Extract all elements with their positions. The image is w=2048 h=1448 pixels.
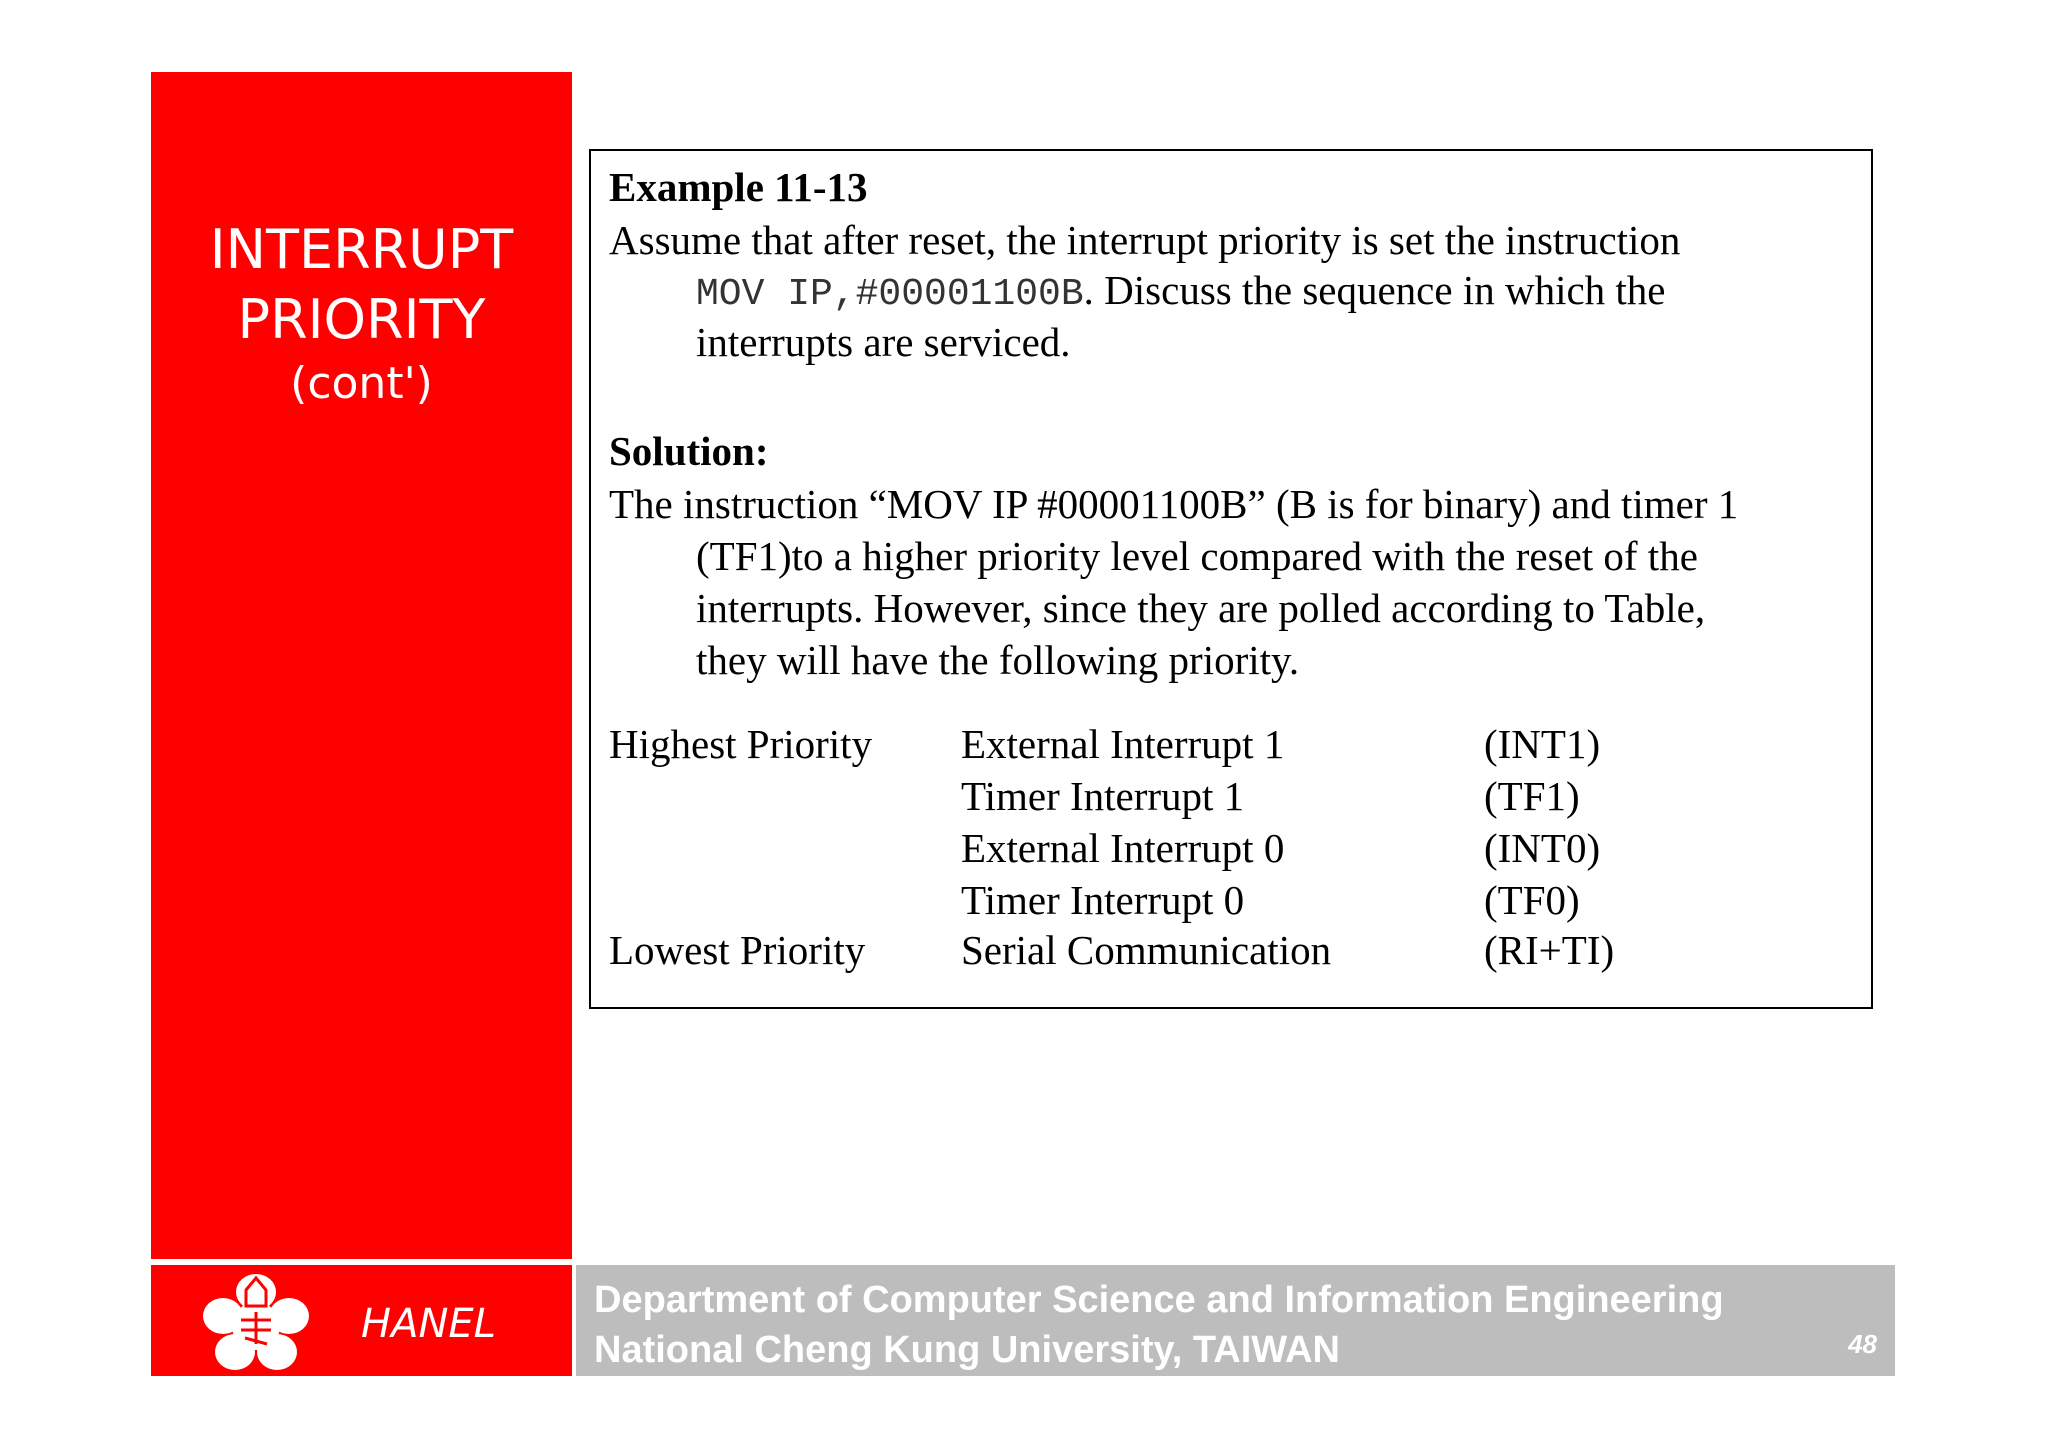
solution-line-1: The instruction “MOV IP #00001100B” (B is for binary) and timer 1 bbox=[609, 481, 1739, 527]
interrupt-source: Serial Communication bbox=[961, 927, 1332, 973]
example-line-2 bbox=[696, 264, 1666, 321]
code-snippet: MOV IP,#00001100B bbox=[696, 273, 1084, 316]
example-line-2-text: . Discuss the sequence in which the bbox=[1083, 267, 1666, 313]
slide-section-title bbox=[151, 215, 572, 413]
solution-line-4: they will have the following priority. bbox=[696, 637, 1300, 683]
interrupt-flag: (RI+TI) bbox=[1484, 927, 1615, 973]
section-title-line2: PRIORITY bbox=[237, 288, 486, 351]
interrupt-source: External Interrupt 0 bbox=[961, 825, 1285, 871]
interrupt-flag: (TF0) bbox=[1484, 877, 1580, 923]
interrupt-source: Timer Interrupt 0 bbox=[961, 877, 1245, 923]
footer-info-bar bbox=[576, 1265, 1895, 1376]
example-line-3: interrupts are serviced. bbox=[696, 319, 1071, 365]
interrupt-source: External Interrupt 1 bbox=[961, 721, 1285, 767]
ncku-emblem-icon bbox=[201, 1272, 311, 1376]
solution-line-3: interrupts. However, since they are polled according to Table, bbox=[696, 585, 1706, 631]
interrupt-flag: (INT1) bbox=[1484, 721, 1601, 767]
section-title-line3: (cont') bbox=[290, 358, 433, 409]
brand-label: HANEL bbox=[361, 1301, 496, 1347]
priority-row bbox=[591, 822, 1871, 874]
department-line-2: National Cheng Kung University, TAIWAN bbox=[594, 1329, 1340, 1371]
interrupt-source: Timer Interrupt 1 bbox=[961, 773, 1245, 819]
page-number: 48 bbox=[1848, 1329, 1877, 1359]
priority-row bbox=[591, 770, 1871, 822]
solution-heading: Solution: bbox=[609, 428, 769, 474]
interrupt-flag: (TF1) bbox=[1484, 773, 1580, 819]
priority-row bbox=[591, 718, 1871, 770]
example-line-1: Assume that after reset, the interrupt priority is set the instruction bbox=[609, 217, 1681, 263]
footer-brand-panel bbox=[151, 1265, 572, 1376]
footer-department bbox=[594, 1275, 1724, 1375]
example-heading: Example 11-13 bbox=[609, 164, 868, 210]
solution-line-2: (TF1)to a higher priority level compared with the reset of the bbox=[696, 533, 1698, 579]
priority-level: Lowest Priority bbox=[609, 927, 866, 973]
interrupt-flag: (INT0) bbox=[1484, 825, 1601, 871]
department-line-1: Department of Computer Science and Information Engineering bbox=[594, 1279, 1724, 1321]
priority-level: Highest Priority bbox=[609, 721, 873, 767]
example-box bbox=[589, 149, 1873, 1009]
priority-row bbox=[591, 874, 1871, 926]
section-title-line1: INTERRUPT bbox=[209, 218, 514, 281]
priority-row bbox=[591, 924, 1871, 976]
